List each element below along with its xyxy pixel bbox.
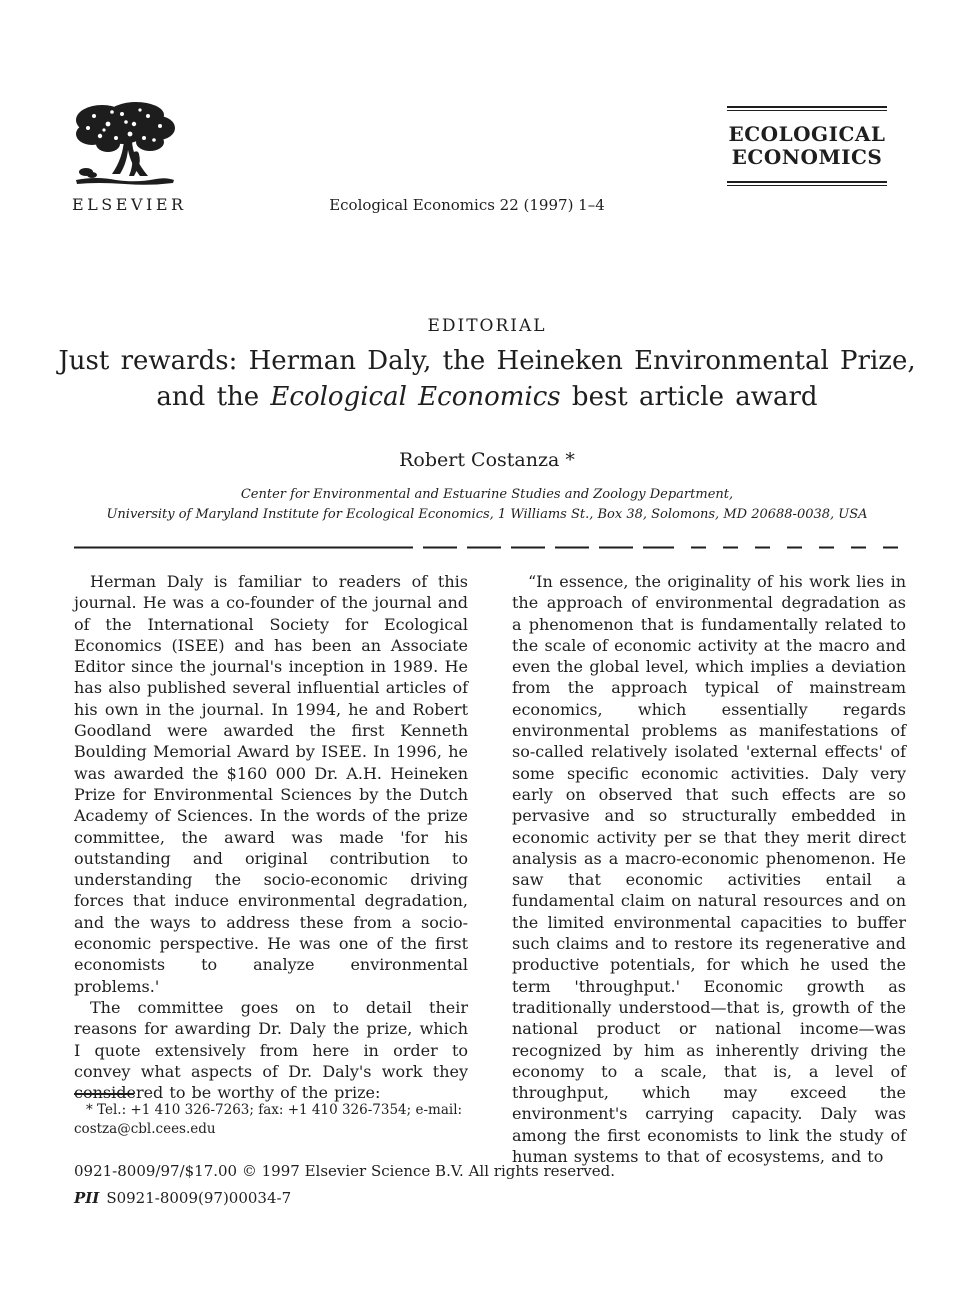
body-paragraph: Herman Daly is familiar to readers of this journal. He was a co-founder of the journal and of the International Society for Ecological Economics (ISEE) and has been an Associate Editor since the journal's inception in 1989. He has also published several influential articles of his own in the journal. In 1994, he and Robert Goodland were awarded the first Kenneth Boulding Memorial Award by ISEE. In 1996, he was awarded the $160 000 Dr. A.H. Heineken Prize for Environmental Sciences by the Dutch Academy of Sciences. In the words of the prize committee, the award was made 'for his outstanding and original contribution to understanding the socio-economic driving forces that induce environmental degradation, and the ways to address these from a socio-economic perspective. He was one of the first economists to analyze environmental problems.' <box>74 572 468 996</box>
publisher-name: ELSEVIER <box>72 195 187 214</box>
right-column <box>512 571 906 1167</box>
masthead-bottom-rule <box>727 181 887 186</box>
left-column <box>74 571 468 1167</box>
affiliation-line1: Center for Environmental and Estuarine Studies and Zoology Department, <box>240 487 734 502</box>
author-footnote-marker: * <box>565 449 575 471</box>
journal-name-line1: ECOLOGICAL <box>728 122 886 146</box>
title-line2-post: best article award <box>560 382 818 412</box>
article-title-line1: Just rewards: Herman Daly, the Heineken Environmental Prize, <box>58 346 916 376</box>
journal-masthead <box>727 106 887 186</box>
author-line <box>0 449 974 471</box>
header-divider-rule <box>74 544 906 549</box>
journal-reference: Ecological Economics 22 (1997) 1–4 <box>329 196 605 214</box>
masthead-top-rule <box>727 106 887 111</box>
pii-label: PII <box>74 1189 100 1207</box>
journal-name-line2: ECONOMICS <box>731 145 883 169</box>
article-title <box>40 343 934 415</box>
elsevier-tree-icon <box>74 100 178 188</box>
section-label: EDITORIAL <box>427 316 547 336</box>
page-footer <box>74 1158 615 1212</box>
pii-line <box>74 1185 615 1212</box>
journal-name <box>727 123 887 169</box>
article-title-line2 <box>40 379 934 415</box>
title-line2-pre: and the <box>156 382 271 412</box>
footnote-rule <box>74 1093 134 1095</box>
copyright-line: 0921-8009/97/$17.00 © 1997 Elsevier Science B.V. All rights reserved. <box>74 1162 616 1180</box>
footnote <box>74 1093 474 1139</box>
body-paragraph: The committee goes on to detail their reasons for awarding Dr. Daly the prize, which I quote extensively from here in order to convey what aspects of Dr. Daly's work they considered to be worthy of the prize: <box>74 997 468 1103</box>
body-paragraph: “In essence, the originality of his work lies in the approach of environmental degradation as a phenomenon that is fundamentally related to the scale of economic activity at the macro and even the global level, which implies a deviation from the approach typical of mainstream economics, which essentially regards environmental problems as manifestations of so-called relatively isolated 'external effects' of some specific economic activities. Daly very early on observed that such effects are so pervasive and so structurally embedded in economic activity per se that they merit direct analysis as a macro-economic phenomenon. He saw that economic activities entail a fundamental claim on natural resources and on the limited environmental capacities to buffer such claims and to restore its regenerative and productive potentials, for which he used the term 'throughput.' Economic growth as traditionally understood—that is, growth of the national product or national income—was recognized by him as inherently driving the economy to a scale, that is, a level of throughput, which may exceed the environment's carrying capacity. Daly was among the first economists to link the study of human systems to that of ecosystems, and to <box>512 572 906 1167</box>
author-name: Robert Costanza <box>399 449 560 471</box>
pii-value: S0921-8009(97)00034-7 <box>106 1189 292 1207</box>
affiliation <box>40 485 934 525</box>
footnote-text: * Tel.: +1 410 326-7263; fax: +1 410 326-7354; e-mail: costza@cbl.cees.edu <box>74 1102 463 1137</box>
article-body <box>74 571 906 1167</box>
title-line2-italic: Ecological Economics <box>270 382 561 412</box>
affiliation-line2: University of Maryland Institute for Ecological Economics, 1 Williams St., Box 38, Solomons, MD 20688-0038, USA <box>106 507 868 522</box>
